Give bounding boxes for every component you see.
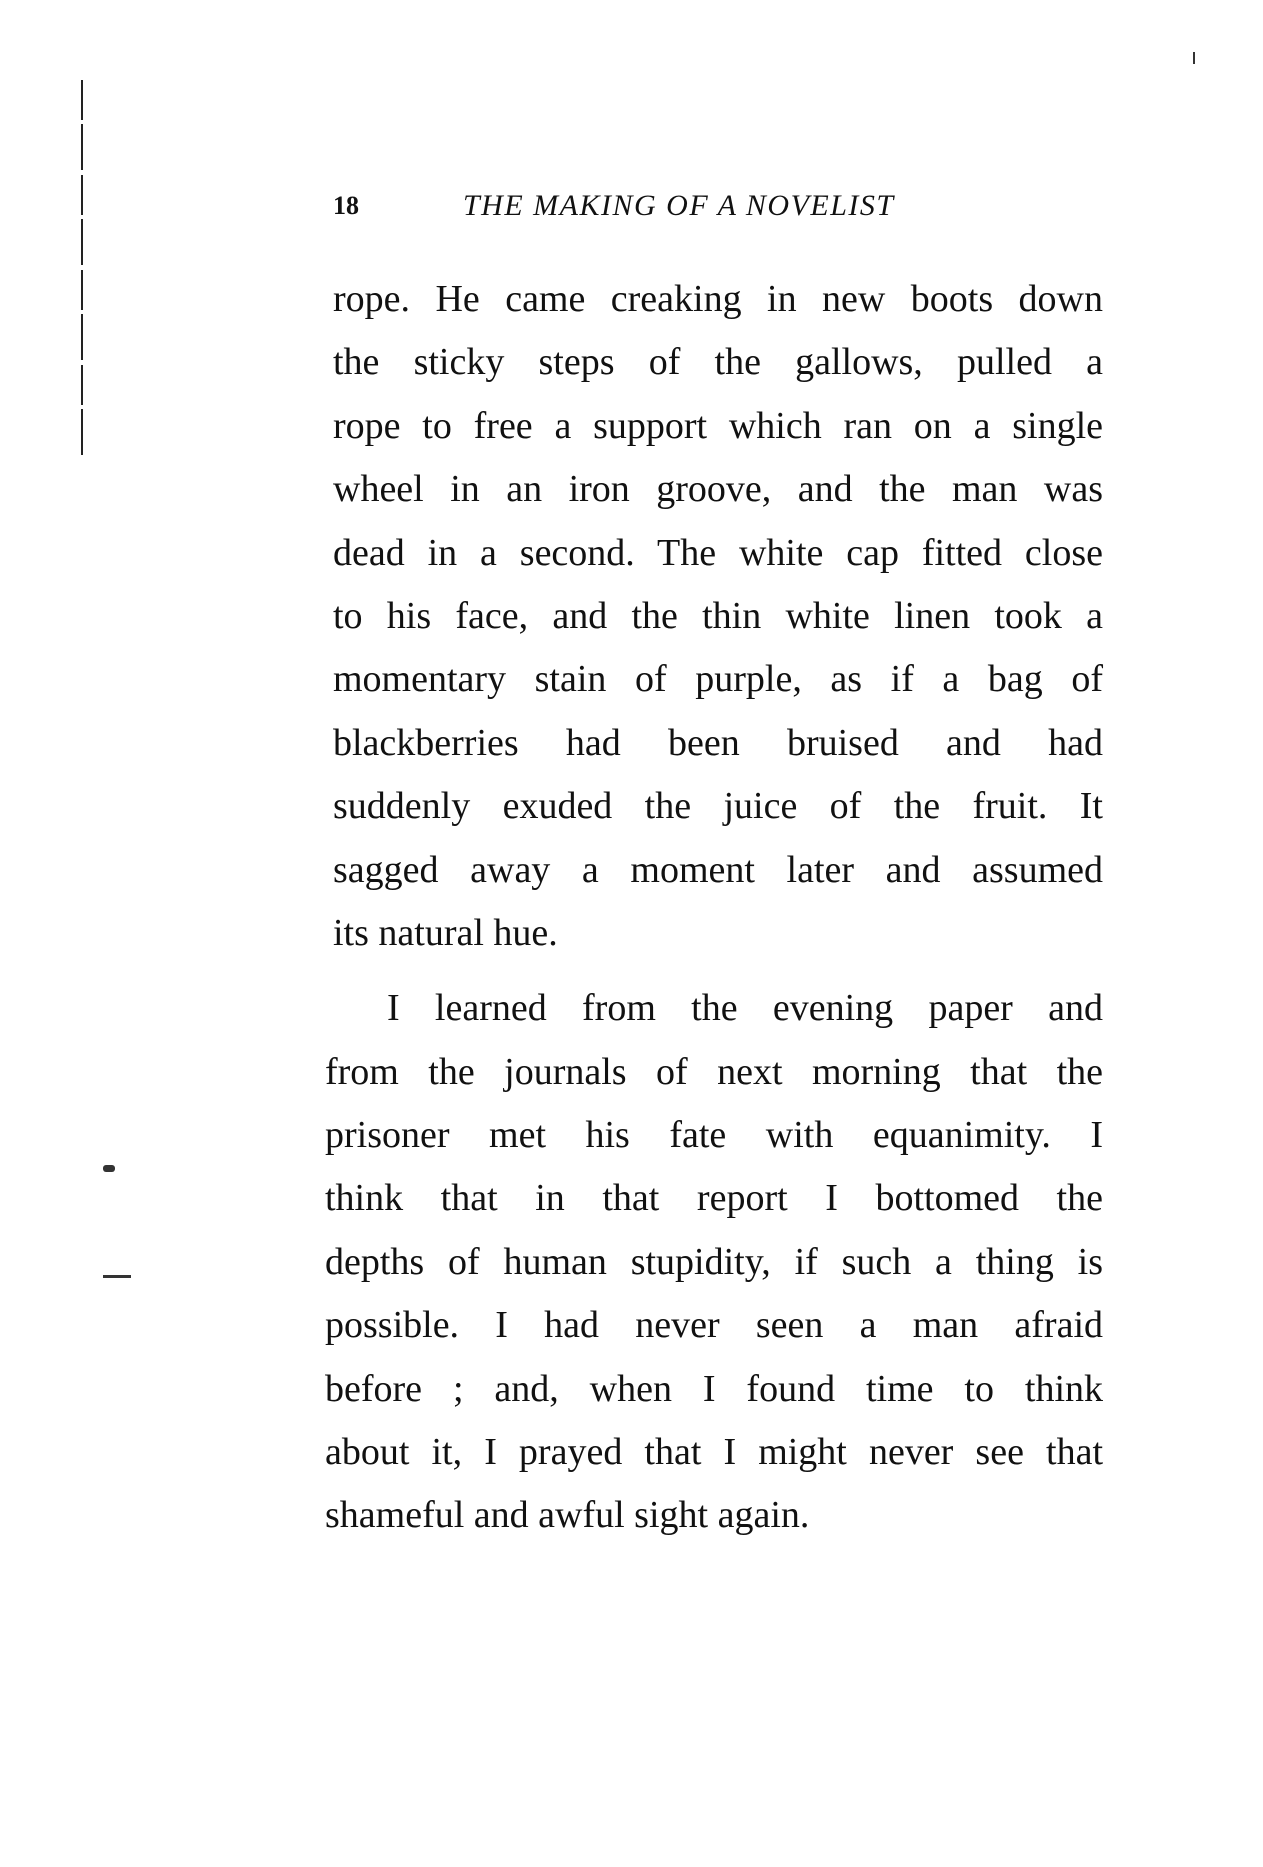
page-number: 18 [333, 191, 359, 220]
text-line: from the journals of next morning that the [325, 1050, 1103, 1093]
running-header [333, 186, 1113, 226]
text-line: suddenly exuded the juice of the fruit. It [333, 785, 1103, 828]
text-line: to his face, and the thin white linen took a [333, 594, 1103, 637]
text-line: momentary stain of purple, as if a bag of [333, 658, 1103, 701]
paragraph [325, 977, 1103, 1548]
text-line: wheel in an iron groove, and the man was [333, 468, 1103, 511]
paragraph-gap [333, 965, 1103, 977]
text-line: rope. He came creaking in new boots down [333, 278, 1103, 320]
text-line: the sticky steps of the gallows, pulled a [333, 341, 1103, 384]
text-line: shameful and awful sight again. [325, 1494, 810, 1537]
text-line: before ; and, when I found time to think [325, 1367, 1103, 1410]
text-line: about it, I prayed that I might never see that [325, 1431, 1103, 1474]
ink-speck [1193, 52, 1195, 64]
text-line: dead in a second. The white cap fitted close [333, 531, 1103, 574]
ink-speck [103, 1275, 131, 1278]
paragraph [333, 268, 1103, 965]
text-line: depths of human stupidity, if such a thing is [325, 1240, 1103, 1283]
ink-speck [103, 1165, 115, 1172]
text-line: think that in that report I bottomed the [325, 1177, 1103, 1220]
text-line: rope to free a support which ran on a single [333, 404, 1103, 447]
text-line: I learned from the evening paper and [387, 987, 1103, 1030]
binding-edge-mark [81, 80, 83, 460]
text-line: sagged away a moment later and assumed [333, 848, 1103, 891]
body-text [325, 268, 1103, 1548]
running-title: THE MAKING OF A NOVELIST [463, 189, 895, 222]
text-line: its natural hue. [333, 911, 558, 954]
text-line: possible. I had never seen a man afraid [325, 1304, 1103, 1347]
text-line: prisoner met his fate with equanimity. I [325, 1114, 1103, 1157]
text-line: blackberries had been bruised and had [333, 721, 1103, 764]
